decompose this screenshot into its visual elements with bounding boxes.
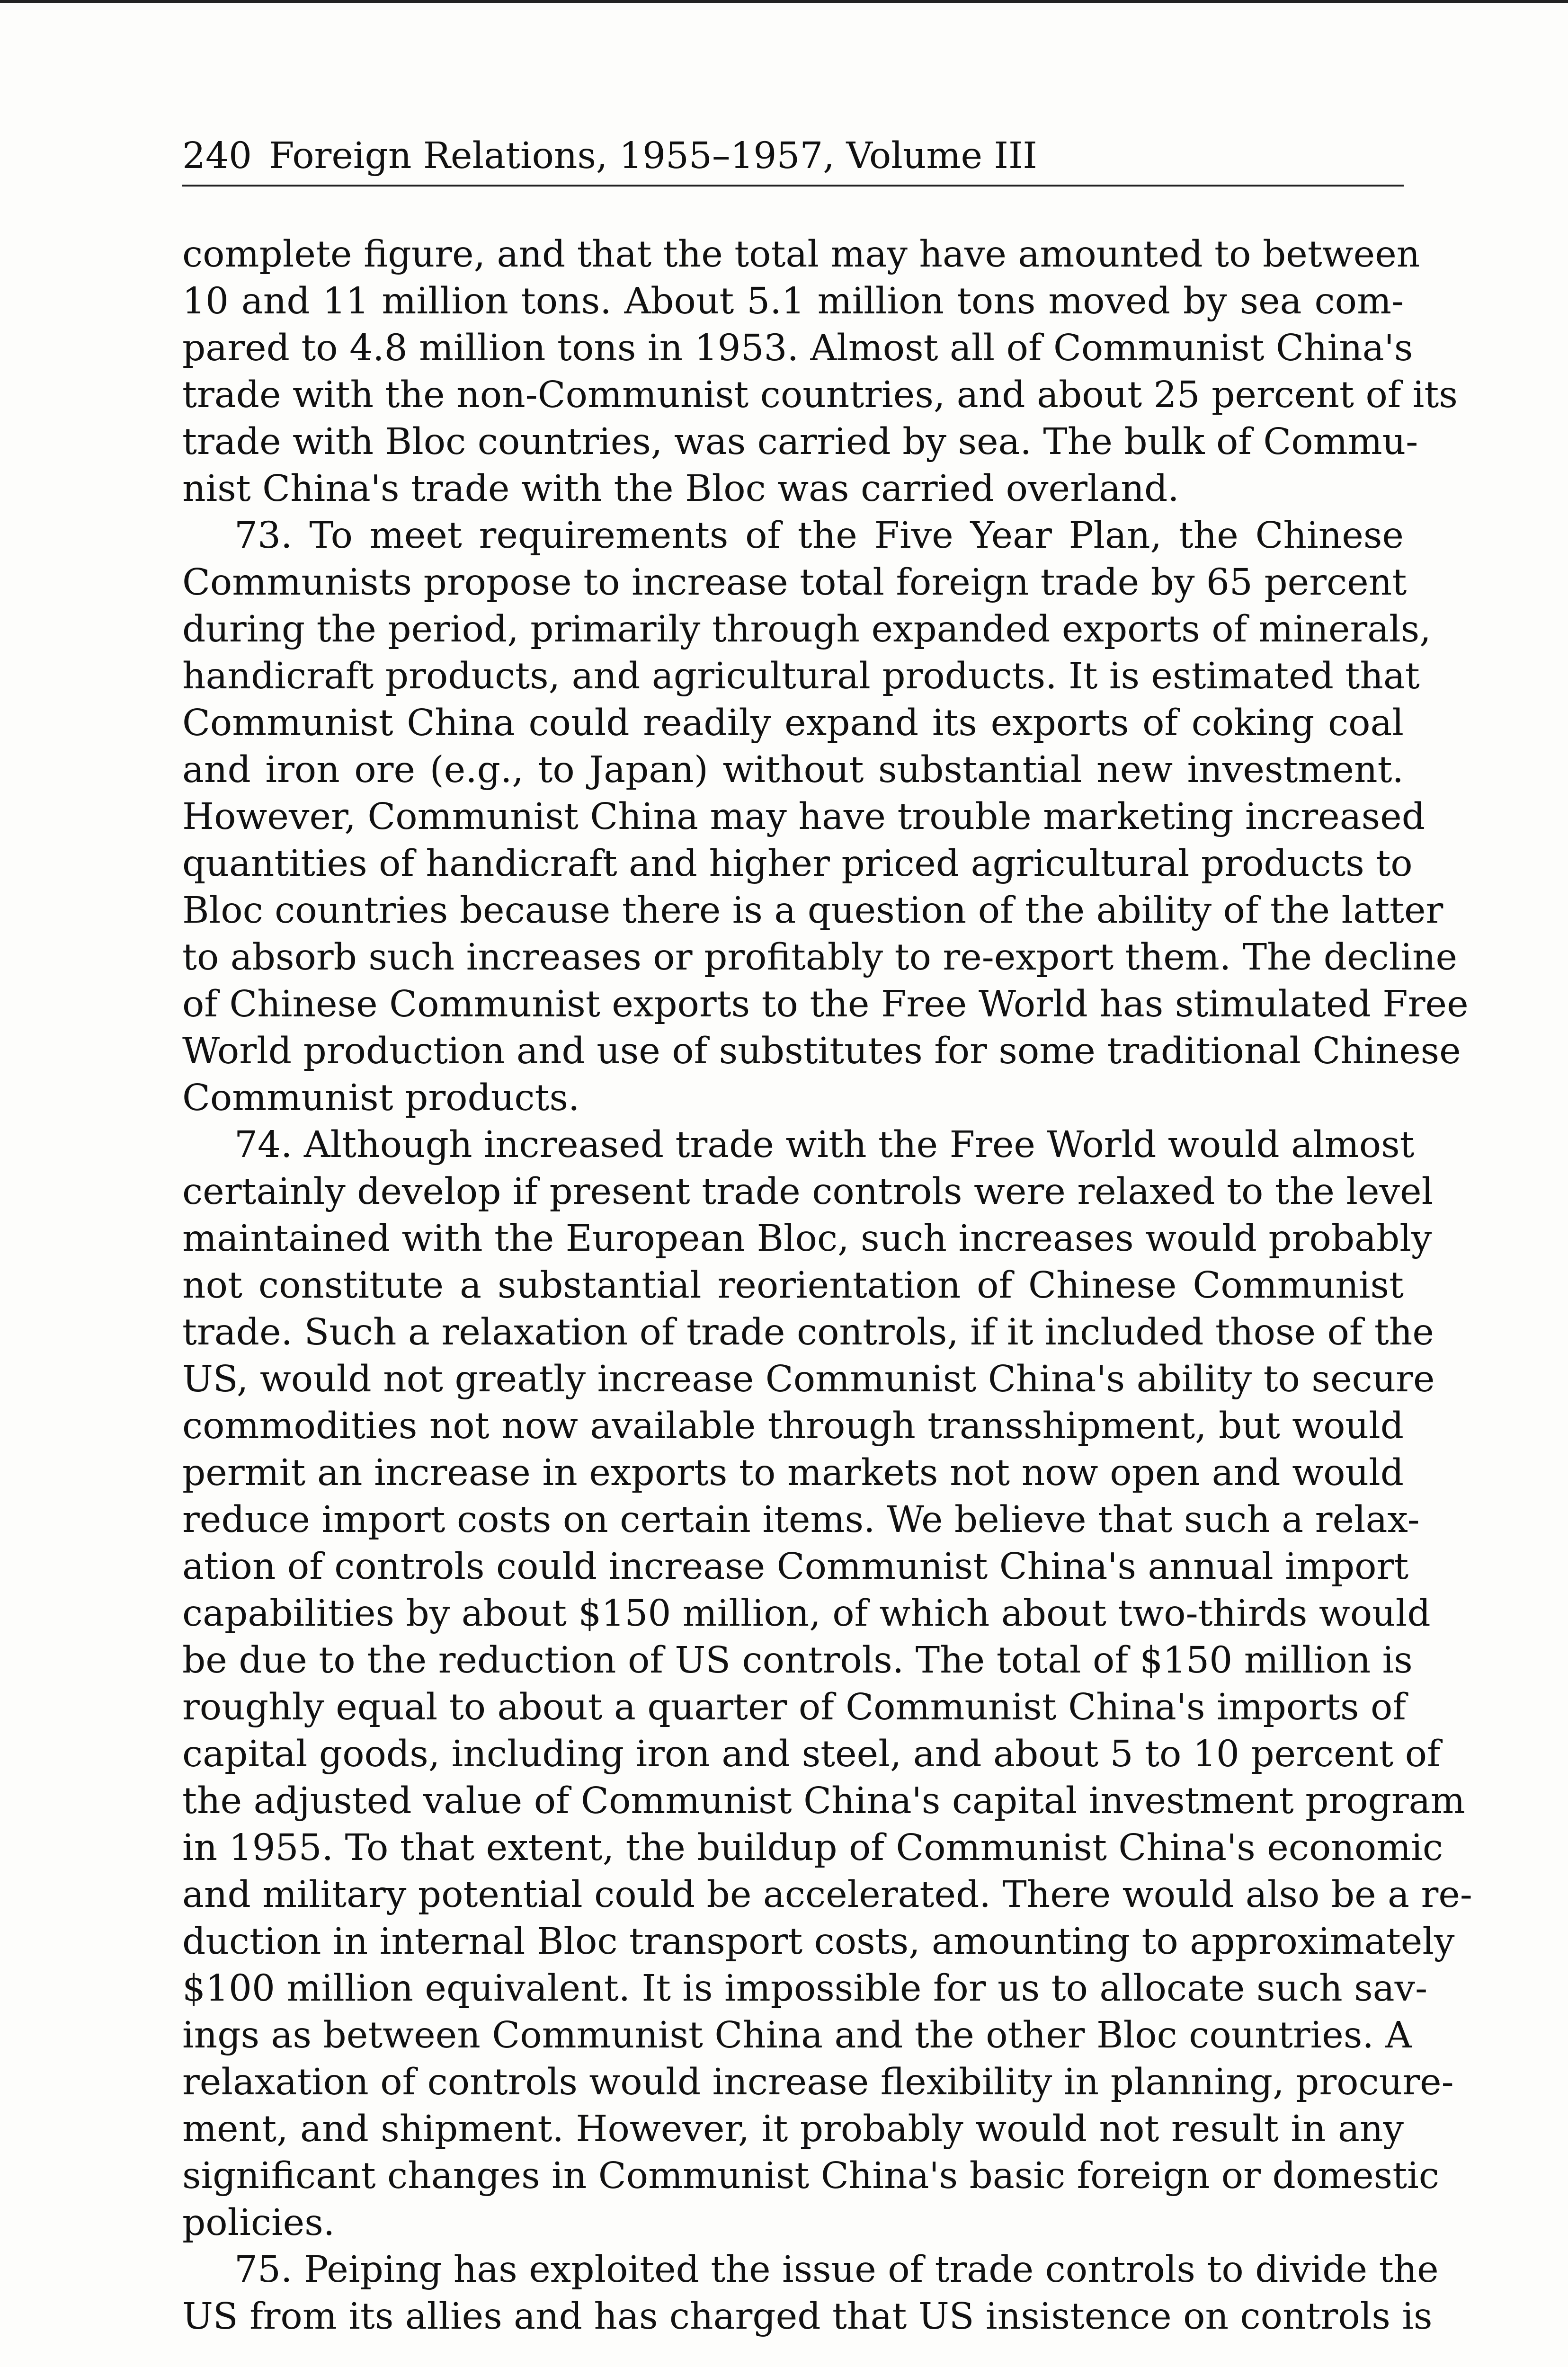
text-line: and military potential could be accelerated. There would also be a re- (182, 1874, 1472, 1916)
text-line: of Chinese Communist exports to the Free World has stimulated Free (182, 983, 1469, 1025)
text-line: certainly develop if present trade controls were relaxed to the level (182, 1171, 1434, 1213)
text-line: handicraft products, and agricultural products. It is estimated that (182, 655, 1420, 697)
text-line: trade. Such a relaxation of trade controls, if it included those of the (182, 1311, 1434, 1353)
text-line: be due to the reduction of US controls. The total of $150 million is (182, 1639, 1413, 1682)
text-line: reduce import costs on certain items. We believe that such a relax- (182, 1499, 1420, 1541)
text-line: However, Communist China may have trouble marketing increased (182, 796, 1425, 838)
body-text (182, 231, 1472, 2340)
text-line: duction in internal Bloc transport costs, amounting to approximately (182, 1921, 1455, 1963)
page-number: 240 (182, 135, 252, 177)
paragraph-74-first-line: 74. Although increased trade with the Free World would almost (234, 1124, 1415, 1166)
paragraph-73-first-line: 73. To meet requirements of the Five Year Plan, the Chinese (234, 515, 1404, 557)
text-line: capital goods, including iron and steel, and about 5 to 10 percent of (182, 1733, 1441, 1775)
running-head (182, 128, 1404, 187)
text-line: commodities not now available through transshipment, but would (182, 1405, 1404, 1447)
text-line: World production and use of substitutes for some traditional Chinese (182, 1030, 1461, 1072)
text-line: US, would not greatly increase Communist China's ability to secure (182, 1358, 1435, 1400)
text-line: trade with Bloc countries, was carried by sea. The bulk of Commu- (182, 421, 1418, 463)
text-line: the adjusted value of Communist China's capital investment program (182, 1780, 1465, 1822)
text-line: nist China's trade with the Bloc was carried overland. (182, 468, 1179, 510)
paragraph-75-first-line: 75. Peiping has exploited the issue of trade controls to divide the (234, 2249, 1439, 2291)
text-line: Bloc countries because there is a question of the ability of the latter (182, 890, 1443, 932)
text-line: permit an increase in exports to markets not now open and would (182, 1452, 1404, 1494)
text-line: ment, and shipment. However, it probably would not result in any (182, 2108, 1404, 2150)
text-line: complete figure, and that the total may have amounted to between (182, 233, 1420, 276)
text-line: relaxation of controls would increase flexibility in planning, procure- (182, 2061, 1454, 2103)
text-line: roughly equal to about a quarter of Communist China's imports of (182, 1686, 1406, 1728)
text-line: capabilities by about $150 million, of which about two-thirds would (182, 1593, 1431, 1635)
book-title: Foreign Relations, 1955–1957, Volume III (268, 135, 1037, 177)
text-line: not constitute a substantial reorientation of Chinese Communist (182, 1264, 1404, 1307)
text-line: ings as between Communist China and the other Bloc countries. A (182, 2014, 1412, 2056)
text-line: maintained with the European Bloc, such increases would probably (182, 1218, 1432, 1260)
text-line: Communist products. (182, 1077, 580, 1119)
text-line: ation of controls could increase Communist China's annual import (182, 1546, 1409, 1588)
text-line: pared to 4.8 million tons in 1953. Almost all of Communist China's (182, 327, 1413, 369)
text-line: significant changes in Communist China's basic foreign or domestic (182, 2155, 1439, 2197)
text-line: Communist China could readily expand its exports of coking coal (182, 702, 1404, 744)
text-line: during the period, primarily through expanded exports of minerals, (182, 608, 1431, 650)
top-border (0, 0, 1568, 3)
text-line: $100 million equivalent. It is impossible for us to allocate such sav- (182, 1967, 1428, 2010)
text-line: to absorb such increases or profitably to re-export them. The decline (182, 936, 1458, 979)
text-line: quantities of handicraft and higher priced agricultural products to (182, 843, 1413, 885)
text-line: US from its allies and has charged that US insistence on controls is (182, 2296, 1433, 2338)
text-line: Communists propose to increase total foreign trade by 65 percent (182, 561, 1407, 604)
text-line: policies. (182, 2202, 335, 2244)
text-line: 10 and 11 million tons. About 5.1 million tons moved by sea com- (182, 280, 1404, 322)
text-line: trade with the non-Communist countries, and about 25 percent of its (182, 374, 1458, 416)
text-line: in 1955. To that extent, the buildup of Communist China's economic (182, 1827, 1443, 1869)
text-line: and iron ore (e.g., to Japan) without substantial new investment. (182, 749, 1404, 791)
